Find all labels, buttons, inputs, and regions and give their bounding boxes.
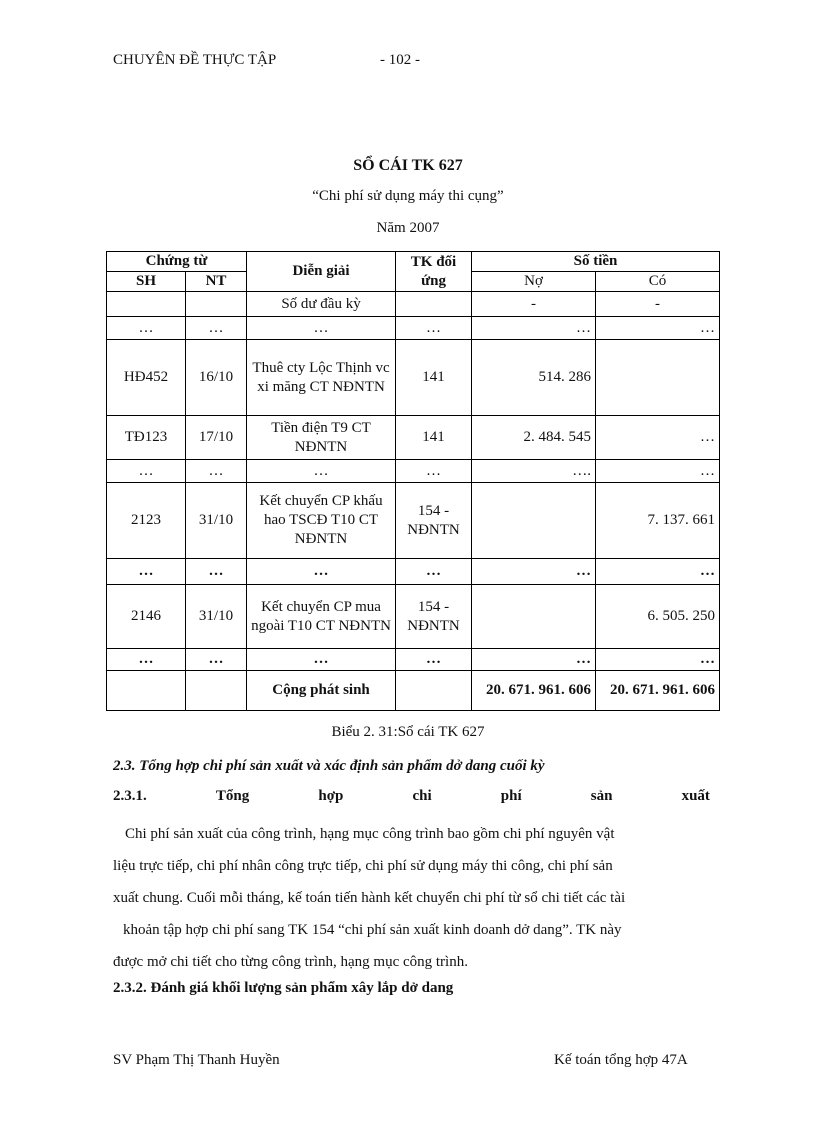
cell-tk: 141 xyxy=(396,416,472,460)
cell-sh: 2146 xyxy=(107,585,186,649)
table-row xyxy=(107,649,720,671)
cell-nt: … xyxy=(186,460,247,483)
paragraph-line: liệu trực tiếp, chi phí nhân công trực tiếp, chi phí sử dụng máy thi công, chi phí sản xyxy=(113,858,613,874)
heading-word: hợp xyxy=(318,788,344,804)
cell-co: 6. 505. 250 xyxy=(596,585,720,649)
heading-word: chi xyxy=(412,788,432,804)
ledger-year: Năm 2007 xyxy=(376,220,440,236)
table-row xyxy=(107,559,720,585)
cell-nt: 31/10 xyxy=(186,585,247,649)
cell-no: …. xyxy=(472,460,596,483)
cell-nt: … xyxy=(186,559,247,585)
cell-no: … xyxy=(472,559,596,585)
cell-no: … xyxy=(472,649,596,671)
table-row xyxy=(107,585,720,649)
cell-tk: … xyxy=(396,317,472,340)
col-co: Có xyxy=(596,272,720,292)
cell-co: … xyxy=(596,416,720,460)
col-chung-tu: Chứng từ xyxy=(107,252,247,272)
cell-desc: … xyxy=(247,317,396,340)
paragraph-line: được mở chi tiết cho từng công trình, hạng mục công trình. xyxy=(113,954,468,970)
heading-word: phí xyxy=(500,788,522,804)
cell-tk: 154 - NĐNTN xyxy=(396,483,472,559)
paragraph-line: khoản tập hợp chi phí sang TK 154 “chi phí sản xuất kinh doanh dở dang”. TK này xyxy=(123,922,622,938)
cell-nt: … xyxy=(186,317,247,340)
cell-sh: … xyxy=(107,649,186,671)
cell-desc: Kết chuyển CP khấu hao TSCĐ T10 CT NĐNTN xyxy=(247,483,396,559)
table-total-row xyxy=(107,671,720,711)
col-so-tien: Số tiền xyxy=(472,252,720,272)
table-row xyxy=(107,292,720,317)
cell-nt: 16/10 xyxy=(186,340,247,416)
cell-sh: 2123 xyxy=(107,483,186,559)
cell-co: - xyxy=(596,292,720,317)
heading-word: Tổng xyxy=(215,788,250,804)
section-2-3-2-heading: 2.3.2. Đánh giá khối lượng sản phẩm xây lắp dở dang xyxy=(113,980,454,996)
table-row xyxy=(107,340,720,416)
cell-total-no: 20. 671. 961. 606 xyxy=(472,671,596,711)
table-row xyxy=(107,460,720,483)
cell-co xyxy=(596,340,720,416)
cell-no: - xyxy=(472,292,596,317)
cell-co: … xyxy=(596,460,720,483)
cell-sh: … xyxy=(107,559,186,585)
col-tk-doi-ung: TK đối ứng xyxy=(396,252,472,292)
cell-desc: Thuê cty Lộc Thịnh vc xi măng CT NĐNTN xyxy=(247,340,396,416)
section-2-3-heading: 2.3. Tổng hợp chi phí sản xuất và xác định sản phẩm dở dang cuối kỳ xyxy=(113,758,545,774)
cell-nt: 17/10 xyxy=(186,416,247,460)
cell-tk: 154 - NĐNTN xyxy=(396,585,472,649)
ledger-title: SỔ CÁI TK 627 xyxy=(353,157,463,174)
cell-desc: … xyxy=(247,649,396,671)
body-paragraph xyxy=(113,818,710,978)
cell-co: 7. 137. 661 xyxy=(596,483,720,559)
cell-sh: … xyxy=(107,460,186,483)
cell-tk: … xyxy=(396,649,472,671)
ledger-subtitle: “Chi phí sử dụng máy thi cụng” xyxy=(312,188,504,204)
cell-co: … xyxy=(596,317,720,340)
col-no: Nợ xyxy=(472,272,596,292)
cell-desc: Tiền điện T9 CT NĐNTN xyxy=(247,416,396,460)
cell-tk: … xyxy=(396,460,472,483)
table-row xyxy=(107,416,720,460)
table-header-row xyxy=(107,252,720,272)
footer-student: SV Phạm Thị Thanh Huyền xyxy=(113,1052,280,1068)
cell-tk: 141 xyxy=(396,340,472,416)
cell-nt: 31/10 xyxy=(186,483,247,559)
paragraph-line: xuất chung. Cuối mỗi tháng, kế toán tiến hành kết chuyển chi phí từ sổ chi tiết các tài xyxy=(113,890,626,906)
header-title: CHUYÊN ĐỀ THỰC TẬP xyxy=(113,52,277,68)
cell-desc: Kết chuyển CP mua ngoài T10 CT NĐNTN xyxy=(247,585,396,649)
cell-sh: TĐ123 xyxy=(107,416,186,460)
section-2-3-1-heading xyxy=(113,788,710,805)
cell-no: … xyxy=(472,317,596,340)
table-caption: Biểu 2. 31:Sổ cái TK 627 xyxy=(331,724,485,740)
heading-word: 2.3.1. xyxy=(113,788,147,804)
cell-no xyxy=(472,483,596,559)
cell-total-label: Cộng phát sinh xyxy=(247,671,396,711)
table-row xyxy=(107,483,720,559)
cell-no: 514. 286 xyxy=(472,340,596,416)
page-number: - 102 - xyxy=(380,52,420,68)
heading-word: xuất xyxy=(681,788,710,804)
cell-nt: … xyxy=(186,649,247,671)
col-dien-giai: Diễn giải xyxy=(247,252,396,292)
cell-tk: … xyxy=(396,559,472,585)
cell-sh: … xyxy=(107,317,186,340)
paragraph-line: Chi phí sản xuất của công trình, hạng mục công trình bao gồm chi phí nguyên vật xyxy=(125,826,615,842)
ledger-table xyxy=(106,251,720,711)
cell-total-co: 20. 671. 961. 606 xyxy=(596,671,720,711)
col-sh: SH xyxy=(107,272,186,292)
cell-no xyxy=(472,585,596,649)
table-row xyxy=(107,317,720,340)
cell-desc: … xyxy=(247,559,396,585)
col-nt: NT xyxy=(186,272,247,292)
cell-co: … xyxy=(596,559,720,585)
cell-co: … xyxy=(596,649,720,671)
footer-class: Kế toán tổng hợp 47A xyxy=(554,1052,688,1068)
cell-sh: HĐ452 xyxy=(107,340,186,416)
heading-word: sản xyxy=(590,788,613,804)
cell-desc: … xyxy=(247,460,396,483)
cell-desc: Số dư đầu kỳ xyxy=(247,292,396,317)
cell-no: 2. 484. 545 xyxy=(472,416,596,460)
